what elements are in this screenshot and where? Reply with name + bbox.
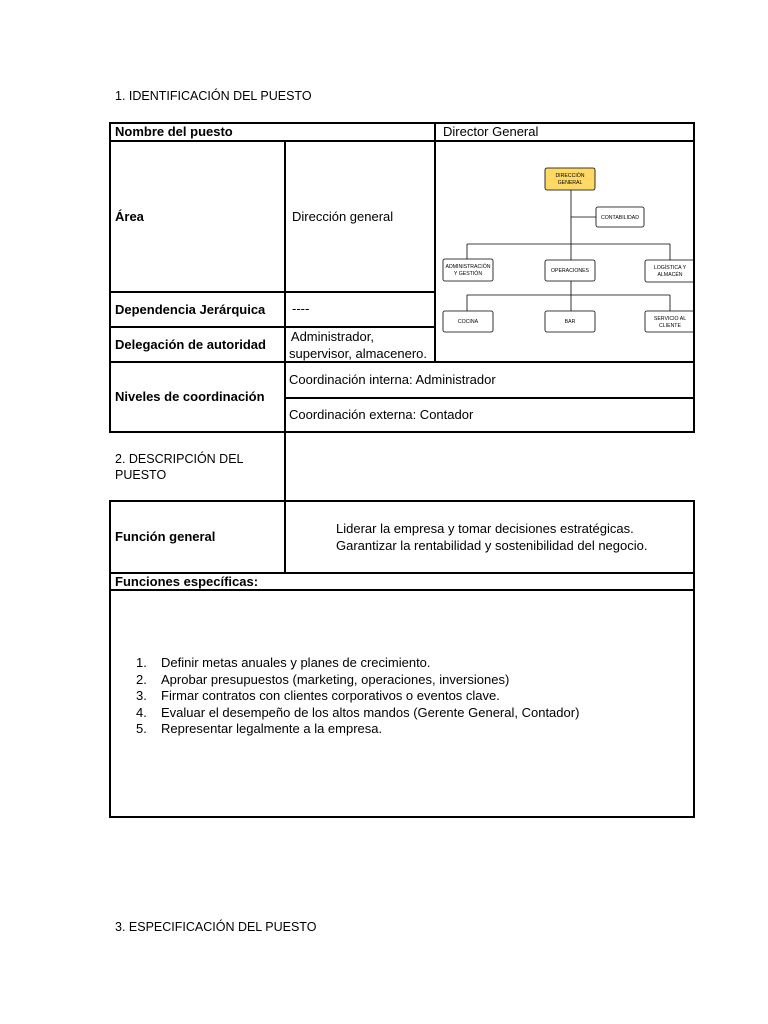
org-chart — [437, 143, 693, 361]
funcion-general-line1: Liderar la empresa y tomar decisiones estratégicas. — [336, 521, 634, 536]
table2-border-right — [693, 500, 695, 818]
list-item-text: Evaluar el desempeño de los altos mandos (Gerente General, Contador) — [161, 704, 580, 720]
list-item — [136, 672, 579, 689]
section-3-title: 3. ESPECIFICACIÓN DEL PUESTO — [115, 920, 317, 934]
list-item-text: Definir metas anuales y planes de crecimiento. — [161, 655, 431, 670]
org-node-contabilidad-label: CONTABILIDAD — [601, 215, 639, 221]
funciones-especificas-label: Funciones específicas: — [115, 574, 259, 589]
org-node-direccion-general-line1: DIRECCIÓN — [555, 173, 585, 179]
list-item-text: Firmar contratos con clientes corporativos o eventos clave. — [161, 688, 500, 703]
table-border-left — [109, 122, 111, 433]
funcion-general-label: Función general — [115, 529, 216, 544]
niveles-label: Niveles de coordinación — [115, 389, 265, 404]
org-node-administracion-line1: ADMINISTRACIÓN — [445, 264, 491, 270]
table-border-row2 — [109, 291, 436, 293]
area-label: Área — [115, 209, 144, 224]
delegacion-label: Delegación de autoridad — [115, 337, 266, 352]
table2-border-col1-upper — [284, 431, 286, 502]
list-number: 5. — [136, 721, 147, 736]
dependencia-value: ---- — [292, 301, 310, 316]
table-border-col2 — [434, 122, 436, 363]
list-item-text: Representar legalmente a la empresa. — [161, 721, 383, 736]
list-item — [136, 721, 579, 738]
table-border-row1 — [109, 140, 695, 142]
coord-interna: Coordinación interna: Administrador — [289, 372, 496, 387]
table2-border-bottom — [109, 816, 695, 818]
section-2-title-line1: 2. DESCRIPCIÓN DEL — [115, 452, 244, 466]
nombre-puesto-value: Director General — [443, 124, 539, 139]
org-node-administracion-line2: Y GESTIÓN — [453, 271, 483, 277]
list-item — [136, 705, 579, 722]
funciones-list — [136, 655, 579, 738]
funcion-general-line2: Garantizar la rentabilidad y sostenibilidad del negocio. — [336, 538, 648, 553]
org-node-logistica-line2: ALMACÉN — [657, 272, 683, 278]
org-node-operaciones-label: OPERACIONES — [550, 268, 590, 274]
org-node-logistica — [645, 260, 693, 282]
org-node-logistica-line1: LOGÍSTICA Y — [653, 265, 687, 271]
table2-border-left — [109, 500, 111, 818]
table-border-row5 — [284, 397, 695, 399]
nombre-puesto-label: Nombre del puesto — [115, 124, 233, 139]
list-number: 4. — [136, 704, 147, 720]
table-border-col1 — [284, 140, 286, 433]
coord-externa: Coordinación externa: Contador — [289, 407, 474, 422]
list-number: 3. — [136, 688, 147, 703]
dependencia-label: Dependencia Jerárquica — [115, 302, 266, 317]
org-node-servicio-line2: CLIENTE — [659, 323, 681, 329]
section-1-title: 1. IDENTIFICACIÓN DEL PUESTO — [115, 89, 312, 103]
delegacion-value-line1: Administrador, — [288, 329, 374, 344]
org-node-administracion — [443, 259, 493, 281]
org-node-cocina-label: COCINA — [457, 319, 479, 325]
list-item — [136, 655, 579, 672]
org-node-bar-label: BAR — [564, 319, 576, 325]
table-border-row3 — [109, 326, 436, 328]
delegacion-value-line2: supervisor, almacenero. — [289, 346, 428, 361]
list-item-text: Aprobar presupuestos (marketing, operaciones, inversiones) — [161, 671, 510, 687]
org-node-direccion-general — [545, 168, 595, 190]
section-2-title-line2: PUESTO — [115, 468, 167, 482]
list-item — [136, 688, 579, 705]
table-border-right — [693, 122, 695, 433]
area-value: Dirección general — [292, 209, 394, 224]
list-number: 1. — [136, 655, 147, 670]
list-number: 2. — [136, 671, 147, 687]
org-node-servicio-line1: SERVICIO AL — [653, 316, 687, 322]
table2-border-top — [109, 500, 695, 502]
table2-border-col1 — [284, 500, 286, 574]
table-border-row6 — [109, 431, 695, 433]
org-node-direccion-general-line2: GENERAL — [557, 180, 583, 186]
